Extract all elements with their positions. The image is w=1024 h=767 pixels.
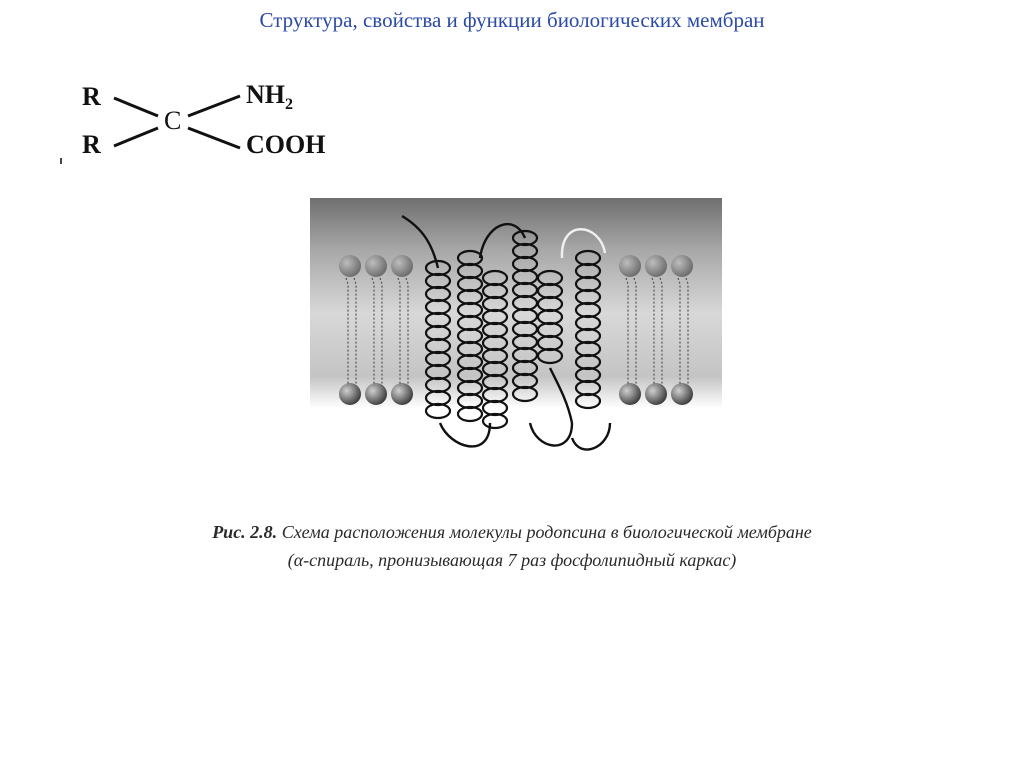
amino-acid-formula [60,78,380,168]
nh2-label: $NH_2$ [246,80,293,114]
r-top-label: R [82,82,101,111]
r-bottom-label: R [82,130,101,159]
caption-line-1 [0,518,1024,546]
caption-label: Рис. 2.8. [212,522,278,542]
membrane-diagram [310,198,722,470]
rhodopsin-membrane-figure [310,198,722,475]
caption-line-2: (α-спираль, пронизывающая 7 раз фосфолипидный каркас) [287,550,737,570]
cooh-label: COOH [246,130,326,159]
caption-text-1: Схема расположения молекулы родопсина в биологической мембране [281,522,812,542]
formula-bonds [60,78,380,168]
figure-caption [0,518,1024,574]
slide-title: Структура, свойства и функции биологических мембран [259,8,765,32]
carbon-label: C [164,106,182,135]
